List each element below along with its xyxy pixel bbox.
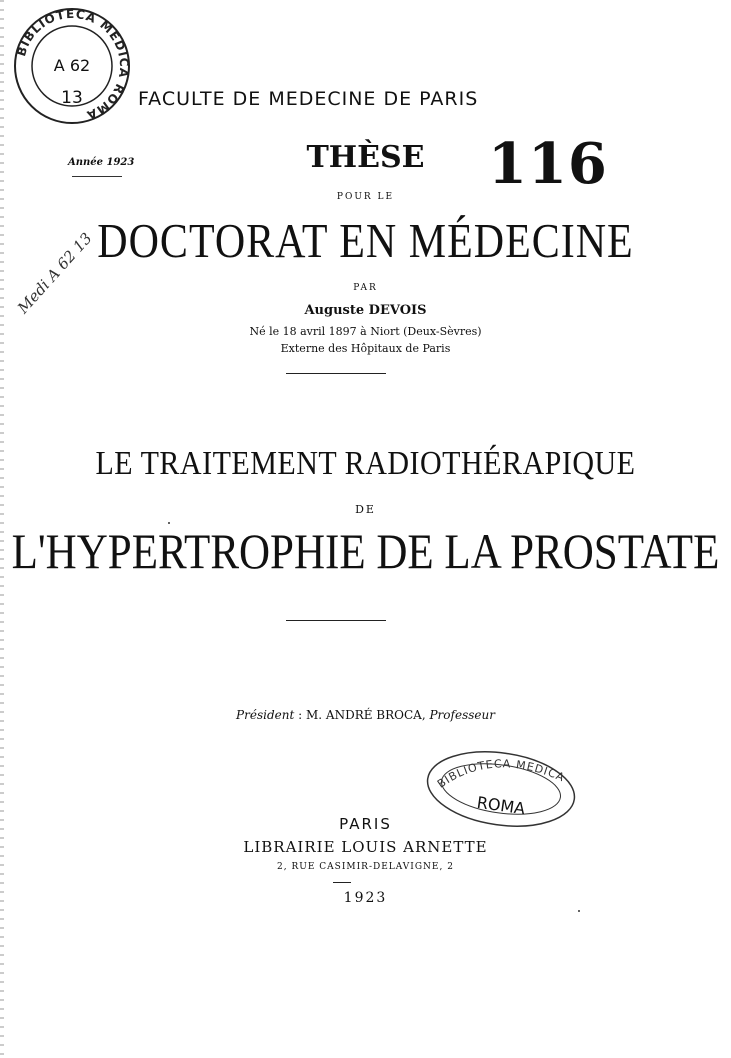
president-label: Président [236,708,295,722]
pour-le-label: POUR LE [336,192,395,202]
thesis-title-de: DE [355,503,376,516]
these-heading: THÈSE [306,140,425,175]
divider-rule [286,620,386,621]
year-label: Année 1923 [68,157,135,168]
oval-stamp-text: BIBLIOTECA MEDICA [434,757,567,791]
thesis-title-line-2: L'HYPERTROPHIE DE LA PROSTATE [11,525,720,580]
handwritten-margin-note: Medi A 62 13 [14,229,96,318]
thesis-title-line-1: LE TRAITEMENT RADIOTHÉRAPIQUE [95,444,636,482]
president-name: M. ANDRÉ BROCA, [305,708,426,722]
imprint-address: 2, RUE CASIMIR-DELAVIGNE, 2 [277,862,454,872]
imprint-rule [333,882,351,883]
ink-speck [168,522,170,524]
library-call-number-2: 13 [61,88,83,108]
library-stamp [12,6,132,126]
svg-text:BIBLIOTECA MEDICA [435,757,567,790]
divider-rule [286,373,386,374]
oval-stamp-city: ROMA [475,792,527,819]
jury-president: Président : M. ANDRÉ BROCA, Professeur [236,708,495,722]
year-underline [72,176,122,177]
ink-speck [578,910,580,912]
author-birth: Né le 18 avril 1897 à Niort (Deux-Sèvres) [249,325,482,338]
imprint-city: PARIS [339,815,392,833]
faculty-heading: FACULTE DE MEDECINE DE PARIS [138,88,479,110]
author-position: Externe des Hôpitaux de Paris [280,342,451,355]
par-label: PAR [353,283,378,293]
thesis-number: 116 [488,131,608,197]
author-name: Auguste DEVOIS [304,303,427,318]
library-call-number-1: A 62 [53,56,91,75]
library-stamp-ring-text: BIBLIOTECA MEDICA ROMA [14,6,132,123]
imprint-publisher: LIBRAIRIE LOUIS ARNETTE [243,838,488,856]
degree-heading: DOCTORAT EN MÉDECINE [97,215,634,269]
imprint-year: 1923 [343,890,388,906]
president-title: Professeur [429,708,495,722]
